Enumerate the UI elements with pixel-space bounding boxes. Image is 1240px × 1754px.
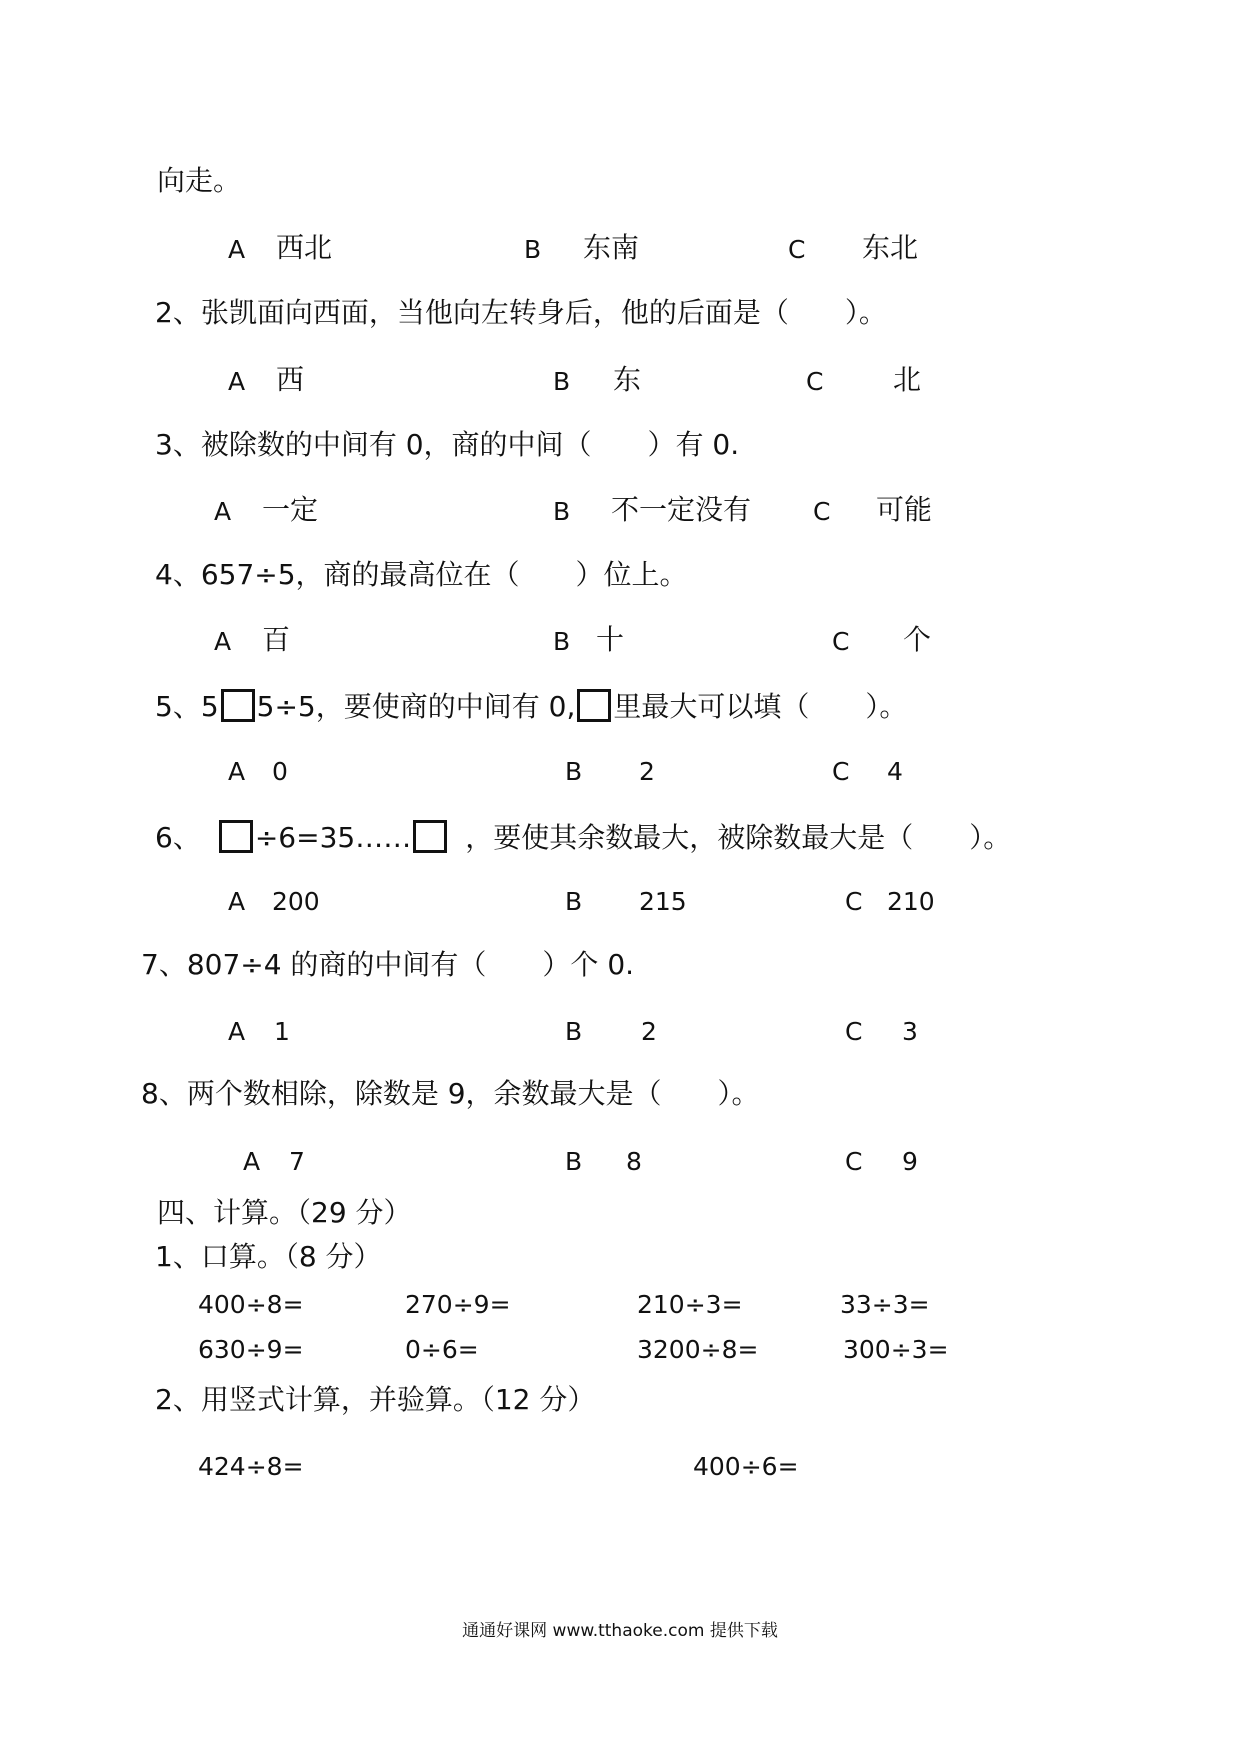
q3-option-b-letter: B: [553, 497, 571, 526]
q3-option-a-letter: A: [214, 497, 232, 526]
q7-option-a-text: 1: [274, 1017, 290, 1046]
q5-option-b-letter: B: [565, 757, 583, 786]
q6-option-c-text: 210: [887, 887, 935, 916]
q6-option-b-letter: B: [565, 887, 583, 916]
page-footer: 通通好课网 www.tthaoke.com 提供下载: [462, 1621, 778, 1641]
question-2-text: 2、张凯面向西面，当他向左转身后，他的后面是（ ）。: [155, 296, 887, 329]
q7-option-b-letter: B: [565, 1017, 583, 1046]
question-5-line: [155, 689, 907, 722]
oral-problem: 33÷3=: [840, 1290, 930, 1319]
q7-option-b-text: 2: [641, 1017, 657, 1046]
oral-problem: 210÷3=: [637, 1290, 743, 1319]
q7-option-c-letter: C: [845, 1017, 863, 1046]
answer-box: [577, 689, 611, 722]
q3-option-b-text: 不一定没有: [611, 493, 752, 526]
q1-option-a-letter: A: [228, 235, 246, 264]
q4-option-a-text: 百: [262, 623, 291, 656]
oral-problem: 3200÷8=: [637, 1335, 759, 1364]
q2-option-b-letter: B: [553, 367, 571, 396]
q8-option-c-letter: C: [845, 1147, 863, 1176]
q1-option-c-text: 东北: [862, 231, 919, 264]
q1-option-b-text: 东南: [583, 231, 640, 264]
q4-option-c-letter: C: [832, 627, 850, 656]
q1-option-a-text: 西北: [276, 231, 333, 264]
q8-option-b-letter: B: [565, 1147, 583, 1176]
oral-problem: 400÷8=: [198, 1290, 304, 1319]
q6-text-part3: ，要使其余数最大，被除数最大是（ ）。: [465, 821, 1012, 854]
q5-option-a-text: 0: [272, 757, 288, 786]
q3-option-c-text: 可能: [876, 493, 933, 526]
q2-option-b-text: 东: [613, 363, 642, 396]
q3-option-c-letter: C: [813, 497, 831, 526]
answer-box: [221, 689, 255, 722]
q3-option-a-text: 一定: [262, 493, 319, 526]
oral-problem: 300÷3=: [843, 1335, 949, 1364]
q6-option-b-text: 215: [639, 887, 687, 916]
question-7-text: 7、807÷4 的商的中间有（ ）个 0.: [141, 948, 635, 981]
q5-option-c-text: 4: [887, 757, 903, 786]
question-6-line: [155, 820, 1011, 853]
q4-option-c-text: 个: [903, 623, 932, 656]
q6-option-a-text: 200: [272, 887, 320, 916]
question-1-continuation: 向走。: [157, 164, 242, 197]
q2-option-a-text: 西: [276, 363, 305, 396]
q2-option-a-letter: A: [228, 367, 246, 396]
q8-option-c-text: 9: [902, 1147, 918, 1176]
question-4-text: 4、657÷5，商的最高位在（ ）位上。: [155, 558, 688, 591]
q8-option-b-text: 8: [626, 1147, 642, 1176]
vertical-problem: 400÷6=: [693, 1452, 799, 1481]
q5-option-a-letter: A: [228, 757, 246, 786]
q6-option-c-letter: C: [845, 887, 863, 916]
answer-box: [413, 820, 447, 853]
q4-option-b-text: 十: [596, 623, 625, 656]
oral-problem: 270÷9=: [405, 1290, 511, 1319]
q5-option-b-text: 2: [639, 757, 655, 786]
section-title: 四、计算。（29 分）: [157, 1196, 412, 1229]
oral-problem: 630÷9=: [198, 1335, 304, 1364]
oral-problem: 0÷6=: [405, 1335, 479, 1364]
q8-option-a-text: 7: [289, 1147, 305, 1176]
q5-text-part2: 5÷5，要使商的中间有 0,: [256, 690, 576, 723]
q6-option-a-letter: A: [228, 887, 246, 916]
q6-text-part1: 6、: [155, 821, 201, 854]
q4-option-a-letter: A: [214, 627, 232, 656]
q7-option-a-letter: A: [228, 1017, 246, 1046]
q8-option-a-letter: A: [243, 1147, 261, 1176]
q7-option-c-text: 3: [902, 1017, 918, 1046]
q1-option-c-letter: C: [788, 235, 806, 264]
q6-text-part2: ÷6=35……: [254, 821, 412, 854]
oral-calc-title: 1、口算。（8 分）: [155, 1240, 382, 1273]
q2-option-c-text: 北: [893, 363, 922, 396]
question-8-text: 8、两个数相除，除数是 9，余数最大是（ ）。: [141, 1077, 760, 1110]
answer-box: [219, 820, 253, 853]
vertical-problem: 424÷8=: [198, 1452, 304, 1481]
q5-text-part3: 里最大可以填（ ）。: [613, 690, 908, 723]
q1-option-b-letter: B: [524, 235, 542, 264]
question-3-text: 3、被除数的中间有 0，商的中间（ ）有 0.: [155, 428, 740, 461]
q5-text-part1: 5、5: [155, 690, 219, 723]
q4-option-b-letter: B: [553, 627, 571, 656]
vertical-calc-title: 2、用竖式计算，并验算。（12 分）: [155, 1383, 596, 1416]
q2-option-c-letter: C: [806, 367, 824, 396]
q5-option-c-letter: C: [832, 757, 850, 786]
